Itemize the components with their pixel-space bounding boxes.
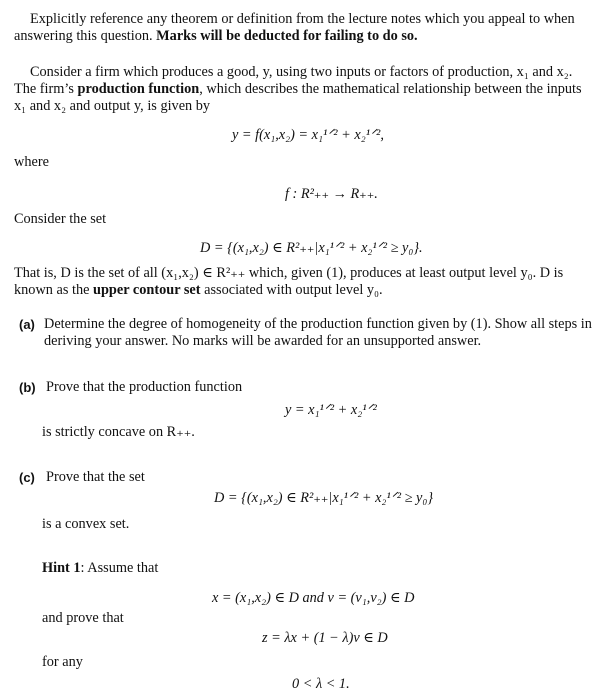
- for-any-label: for any: [42, 654, 83, 670]
- part-c-convex: is a convex set.: [42, 516, 130, 532]
- that-is-text-post: associated with output level y₀.: [200, 282, 383, 298]
- intro-bold-warning: Marks will be deducted for failing to do so.: [156, 28, 418, 44]
- production-function-equation: y = f(x₁,x₂) = x₁¹ᐟ² + x₂¹ᐟ²,: [232, 127, 384, 143]
- part-c-set-equation: D = {(x₁,x₂) ∈ R²₊₊|x₁¹ᐟ² + x₂¹ᐟ² ≥ y₀}: [214, 490, 434, 506]
- function-mapping: f : R²₊₊ → R₊₊.: [285, 186, 378, 202]
- upper-contour-term: upper contour set: [93, 282, 201, 298]
- hint-line: [42, 560, 158, 577]
- hint-equation: x = (x₁,x₂) ∈ D and v = (v₁,v₂) ∈ D: [212, 590, 415, 606]
- part-a-label: (a): [19, 317, 35, 332]
- part-a-line-1: Determine the degree of homogeneity of the production function given by (1). Show all steps in: [44, 316, 592, 332]
- that-is-line-1: That is, D is the set of all (x₁,x₂) ∈ R²₊₊ which, given (1), produces at least output level y₀. D is: [14, 265, 564, 281]
- part-b-equation: y = x₁¹ᐟ² + x₂¹ᐟ²: [285, 402, 377, 418]
- intro-text: answering this question.: [14, 28, 157, 44]
- part-b-text: Prove that the production function: [46, 379, 243, 395]
- consider-text: The firm’s: [14, 81, 78, 97]
- part-b-label: (b): [19, 380, 36, 395]
- hint-label: Hint 1: [42, 560, 81, 576]
- convex-combination-equation: z = λx + (1 − λ)v ∈ D: [262, 630, 388, 646]
- that-is-line-2: [14, 282, 383, 299]
- consider-line-2: [14, 81, 582, 98]
- production-function-term: production function: [77, 81, 200, 97]
- consider-line-1: Consider a firm which produces a good, y, using two inputs or factors of production, x₁ and x₂.: [30, 64, 573, 80]
- and-prove-label: and prove that: [42, 610, 124, 626]
- intro-line-1: Explicitly reference any theorem or definition from the lecture notes which you appeal to when: [30, 11, 575, 27]
- where-label: where: [14, 154, 49, 170]
- consider-text-post: , which describes the mathematical relationship between the inputs: [199, 81, 582, 97]
- set-definition: D = {(x₁,x₂) ∈ R²₊₊|x₁¹ᐟ² + x₂¹ᐟ² ≥ y₀}.: [200, 240, 423, 256]
- part-b-concave: is strictly concave on R₊₊.: [42, 424, 195, 440]
- consider-line-3: x₁ and x₂ and output y, is given by: [14, 98, 211, 114]
- hint-text: : Assume that: [80, 560, 159, 576]
- consider-set-label: Consider the set: [14, 211, 107, 227]
- lambda-range: 0 < λ < 1.: [292, 676, 350, 692]
- intro-line-2: [14, 28, 418, 45]
- that-is-text: known as the: [14, 282, 94, 298]
- part-a-line-2: deriving your answer. No marks will be awarded for an unsupported answer.: [44, 333, 482, 349]
- part-c-text: Prove that the set: [46, 469, 145, 485]
- part-c-label: (c): [19, 470, 35, 485]
